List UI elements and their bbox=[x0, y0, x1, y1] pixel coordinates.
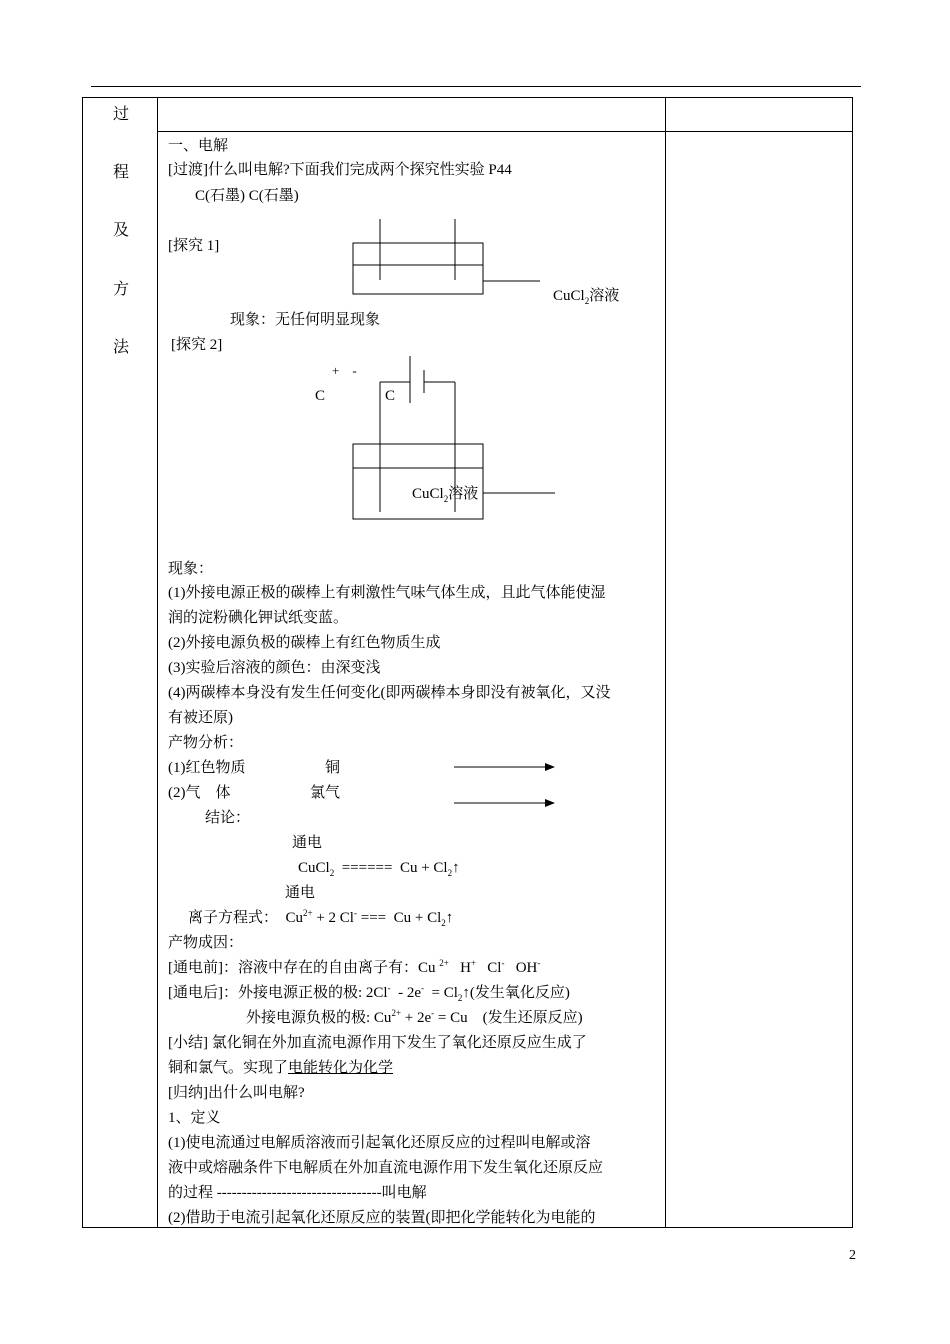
beaker-2 bbox=[353, 444, 483, 519]
equation-1: CuCl$_2$ ====== $Cu + Cl_2↑$ bbox=[298, 860, 460, 878]
phenomenon-title: 现象： bbox=[168, 561, 214, 577]
phenomenon-1a: (1)外接电源正极的碳棒上有刺激性气味气体生成，且此气体能使湿 bbox=[168, 585, 606, 601]
electrode-c-right: C bbox=[385, 388, 396, 404]
energy-conversion-underlined: 电能转化为化学 bbox=[288, 1060, 394, 1076]
electrode-labels: C(石墨) C(石墨) bbox=[195, 188, 299, 204]
definition-1c: 的过程 ---------------------------------叫电解 bbox=[168, 1185, 427, 1201]
analysis-1-left: (1)红色物质 bbox=[168, 760, 246, 776]
analysis-1-right: 铜 bbox=[325, 760, 341, 776]
experiment1-title: [探究 1] bbox=[168, 238, 220, 254]
section-heading: 一、电解 bbox=[168, 138, 229, 154]
transition-text: [过渡]什么叫电解?下面我们完成两个探究性实验 P44 bbox=[168, 162, 512, 178]
experiment1-phenomenon: 现象：无任何明显现象 bbox=[230, 312, 381, 328]
analysis-2-right: 氯气 bbox=[310, 785, 341, 801]
definition-1b: 液中或熔融条件下电解质在外加直流电源作用下发生氧化还原反应 bbox=[168, 1160, 604, 1176]
side-label-char: 方 bbox=[112, 281, 129, 298]
experiment1-solution-label: CuCl$_2$溶液 bbox=[553, 288, 620, 306]
analysis-arrows bbox=[454, 763, 555, 807]
after-electrify-cathode: 外接电源负极的极: $Cu^{2+} + 2e^- = Cu$ (发生还原反应) bbox=[246, 1008, 583, 1026]
analysis-2-left: (2)气 体 bbox=[168, 785, 231, 801]
induction-text: [归纳]出什么叫电解? bbox=[168, 1085, 305, 1101]
side-label-char: 程 bbox=[112, 164, 129, 181]
electrify-label-2: 通电 bbox=[285, 885, 316, 901]
definition-title: 1、定义 bbox=[168, 1110, 221, 1126]
definition-1a: (1)使电流通过电解质溶液而引起氧化还原反应的过程叫电解或溶 bbox=[168, 1135, 591, 1151]
phenomenon-3: (3)实验后溶液的颜色：由深变浅 bbox=[168, 660, 381, 676]
conclusion-title: 结论： bbox=[205, 810, 251, 826]
battery-polarity: + - bbox=[332, 363, 357, 378]
page-number: 2 bbox=[849, 1248, 856, 1263]
beaker-1 bbox=[353, 243, 483, 294]
experiment2-title: [探究 2] bbox=[171, 337, 223, 353]
summary-line-2: 铜和氯气。实现了电能转化为化学 bbox=[168, 1060, 394, 1076]
after-electrify-anode: [通电后]：外接电源正极的极: $2Cl^- - 2e^- = Cl_2↑$(发生氧化反应) bbox=[168, 983, 570, 1003]
ionic-equation: 离子方程式： $Cu^{2+} + 2$ Cl- === $Cu + Cl_2↑$ bbox=[188, 908, 454, 928]
before-electrify: [通电前]：溶液中存在的自由离子有：Cu $^{2+}$ H+ Cl- OH- bbox=[168, 958, 541, 976]
phenomenon-4a: (4)两碳棒本身没有发生任何变化(即两碳棒本身即没有被氧化，又没 bbox=[168, 685, 611, 701]
product-analysis-title: 产物分析： bbox=[168, 735, 244, 751]
electrode-c-left: C bbox=[315, 388, 326, 404]
phenomenon-2: (2)外接电源负极的碳棒上有红色物质生成 bbox=[168, 635, 441, 651]
side-label-char: 法 bbox=[112, 339, 129, 356]
product-cause-title: 产物成因： bbox=[168, 935, 244, 951]
phenomenon-1b: 润的淀粉碘化钾试纸变蓝。 bbox=[168, 610, 349, 626]
definition-2: (2)借助于电流引起氧化还原反应的装置(即把化学能转化为电能的 bbox=[168, 1210, 596, 1226]
phenomenon-4b: 有被还原) bbox=[168, 710, 233, 726]
experiment2-solution-label: CuCl$_2$溶液 bbox=[412, 486, 479, 504]
experiment1-apparatus bbox=[353, 219, 540, 294]
summary-line-1: [小结] 氯化铜在外加直流电源作用下发生了氧化还原反应生成了 bbox=[168, 1035, 587, 1051]
side-label-char: 过 bbox=[112, 106, 129, 123]
electrify-label-1: 通电 bbox=[292, 835, 323, 851]
side-label-char: 及 bbox=[112, 222, 129, 239]
